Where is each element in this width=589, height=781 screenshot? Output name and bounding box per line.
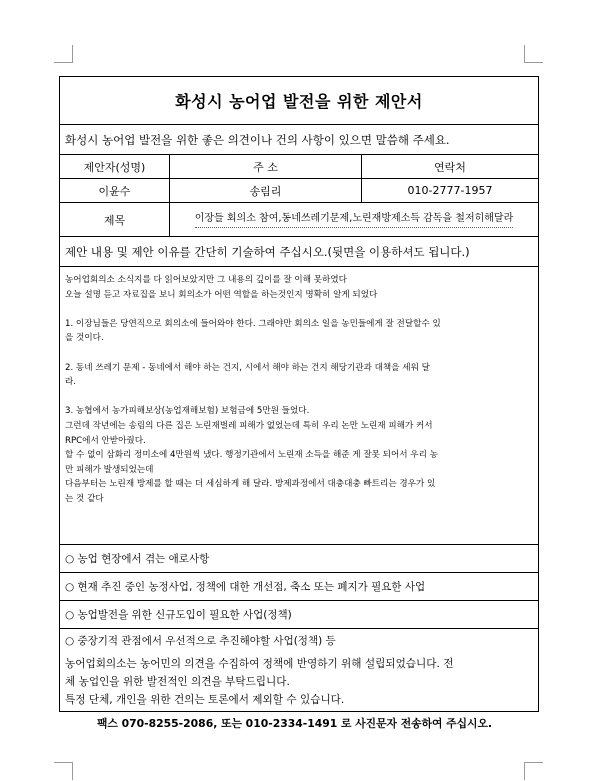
body-line: 그런데 작년에는 송림의 다른 집은 노린재벌레 피해가 없었는데 특히 우리 논만 노린재 피해가 커서 xyxy=(65,420,433,431)
body-line: 을 것이다. xyxy=(65,333,104,344)
notice-line: 체 농업인을 위한 발전적인 의견을 부탁드립니다. xyxy=(65,676,290,688)
address-field[interactable]: 송림리 xyxy=(170,179,362,202)
body-line: 할 수 없이 삼화리 정미소에 4만원씩 냈다. 행정기관에서 노린재 소득을 해준 게 잘못 되어서 우리 농 xyxy=(65,450,438,461)
proposal-body[interactable] xyxy=(60,267,538,545)
form-intro: 화성시 농어업 발전을 위한 좋은 의견이나 건의 사항이 있으면 말씀해 주세요. xyxy=(60,125,538,155)
name-field[interactable]: 이윤수 xyxy=(60,179,170,202)
option-item: ○ 농업발전을 위한 신규도입이 필요한 사업(정책) xyxy=(60,601,538,629)
body-line: 는 것 같다 xyxy=(65,493,104,504)
contact-field[interactable]: 010-2777-1957 xyxy=(407,184,493,197)
crop-mark xyxy=(72,45,73,63)
body-line xyxy=(65,302,533,317)
notice-line: 특정 단체, 개인을 위한 건의는 토론에서 제외할 수 있습니다. xyxy=(65,694,345,706)
info-header-row xyxy=(60,155,538,179)
name-header: 제안자(성명) xyxy=(60,155,170,178)
subject-label: 제목 xyxy=(60,203,170,236)
body-line xyxy=(65,346,533,361)
notice-line: 농어업회의소는 농어민의 의견을 수집하여 정책에 반영하기 위해 설립되었습니다. 전 xyxy=(65,658,454,670)
body-line: 오늘 설명 듣고 자료집을 보니 회의소가 어떤 역할을 하는것인지 명확히 알게 되었다 xyxy=(65,289,378,300)
body-line: 1. 이장님들은 당연직으로 회의소에 들어와야 한다. 그래야만 회의소 일을 농민들에게 잘 전달할수 있 xyxy=(65,318,441,329)
subject-text: 이장들 회의소 참여,동네쓰레기문제,노린재방제소득 감독을 철저히해달라 xyxy=(195,211,514,228)
body-line: 3. 농협에서 농가피해보상(농업재해보험) 보험금에 5만원 들었다. xyxy=(65,406,310,417)
option-item: ○ 현재 추진 중인 농정사업, 정책에 대한 개선점, 축소 또는 폐지가 필요한 사업 xyxy=(60,573,538,601)
crop-mark xyxy=(524,45,525,63)
address-header: 주 소 xyxy=(170,155,362,178)
proposal-form xyxy=(59,76,539,712)
subject-field[interactable] xyxy=(170,203,538,236)
crop-mark xyxy=(72,762,73,780)
body-line: RPC에서 안받아줬다. xyxy=(65,435,146,446)
info-value-row xyxy=(60,179,538,203)
body-line xyxy=(65,390,533,405)
subject-row xyxy=(60,203,538,237)
body-line: 2. 동네 쓰레기 문제 - 동네에서 해야 하는 건지, 시에서 해야 하는 건지 해당기관과 대책을 세워 달 xyxy=(65,362,430,373)
body-line: 라. xyxy=(65,377,77,388)
crop-mark xyxy=(54,62,72,63)
body-line: 다음부터는 노린재 방제를 할 때는 더 세심하게 해 달라. 방제과정에서 대충대충 빠트리는 경우가 있 xyxy=(65,479,436,490)
body-line: 만 피해가 발생되었는데 xyxy=(65,464,154,475)
form-title: 화성시 농어업 발전을 위한 제안서 xyxy=(60,77,538,125)
crop-mark xyxy=(54,762,72,763)
instruction-text: 제안 내용 및 제안 이유를 간단히 기술하여 주십시오.(뒷면을 이용하셔도 됩니다.) xyxy=(60,237,538,267)
option-item: ○ 농업 현장에서 겪는 애로사항 xyxy=(60,545,538,573)
fax-instruction: 팩스 070-8255-2086, 또는 010-2334-1491 로 사진문자 전송하여 주십시오. xyxy=(96,717,493,730)
crop-mark xyxy=(524,762,525,780)
crop-mark xyxy=(525,62,543,63)
option-item: ○ 중장기적 관점에서 우선적으로 추진해야할 사업(정책) 등 xyxy=(65,634,336,647)
contact-header: 연락처 xyxy=(434,160,466,174)
crop-mark xyxy=(525,762,543,763)
body-line: 농어업회의소 소식지를 다 읽어보았지만 그 내용의 깊이를 잘 이해 못하였다 xyxy=(65,275,347,285)
notice-block xyxy=(60,651,538,711)
